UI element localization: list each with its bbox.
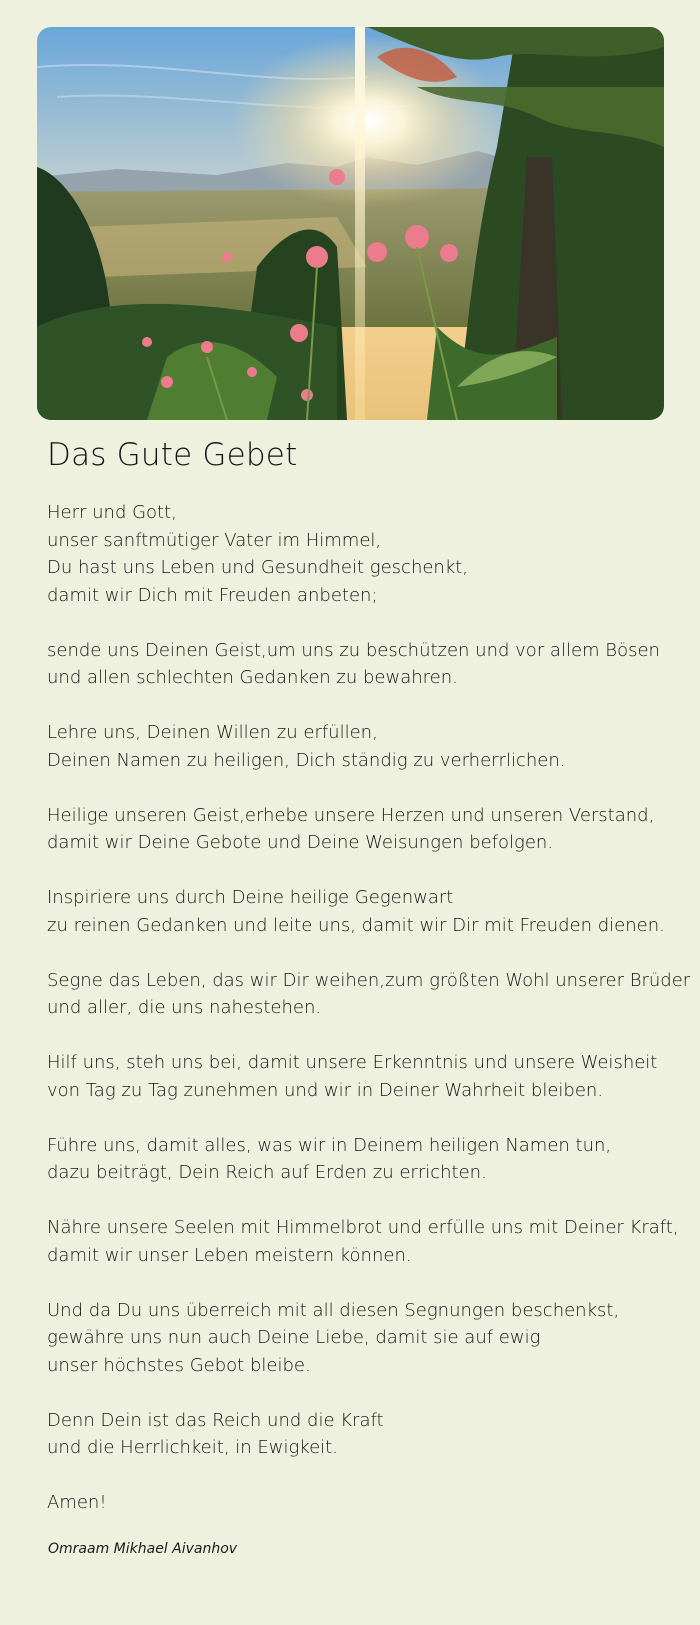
hero-image — [37, 27, 664, 420]
prayer-line: und aller, die uns nahestehen. — [47, 997, 322, 1018]
stanza — [47, 719, 687, 774]
prayer-line: damit wir unser Leben meistern können. — [47, 1244, 412, 1266]
stanza — [47, 499, 687, 609]
prayer-line: Inspiriere uns durch Deine heilige Gegenwart — [47, 887, 454, 908]
prayer-line: unser höchstes Gebot bleibe. — [47, 1354, 311, 1376]
author-signature: Omraam Mikhael Aivanhov — [48, 1541, 238, 1557]
page-title: Das Gute Gebet — [47, 437, 298, 473]
prayer-line: gewähre uns nun auch Deine Liebe, damit sie auf ewig — [47, 1327, 541, 1348]
stanza — [47, 1297, 687, 1380]
prayer-line: Und da Du uns überreich mit all diesen Segnungen beschenkst, — [47, 1299, 620, 1321]
prayer-line: Nähre unsere Seelen mit Himmelbrot und erfülle uns mit Deiner Kraft, — [47, 1217, 679, 1238]
stanza — [47, 637, 687, 692]
stanza — [47, 1407, 687, 1462]
stanza — [47, 967, 691, 1022]
prayer-line: damit wir Deine Gebote und Deine Weisungen befolgen. — [47, 832, 554, 853]
prayer-line: sende uns Deinen Geist,um uns zu beschützen und vor allem Bösen — [47, 639, 660, 661]
prayer-line: Deinen Namen zu heiligen, Dich ständig zu verherrlichen. — [47, 749, 566, 771]
prayer-line: Du hast uns Leben und Gesundheit geschenkt, — [47, 557, 469, 578]
prayer-line: Denn Dein ist das Reich und die Kraft — [47, 1409, 384, 1431]
prayer-line: Heilige unseren Geist,erhebe unsere Herzen und unseren Verstand, — [47, 804, 655, 826]
prayer-line: von Tag zu Tag zunehmen und wir in Deiner Wahrheit bleiben. — [47, 1079, 604, 1101]
stanza — [47, 1489, 687, 1517]
prayer-line: Segne das Leben, das wir Dir weihen,zum größten Wohl unserer Brüder — [47, 969, 691, 991]
prayer-line: Herr und Gott, — [47, 502, 177, 523]
prayer-line: unser sanftmütiger Vater im Himmel, — [47, 529, 382, 551]
prayer-line: Führe uns, damit alles, was wir in Deinem heiligen Namen tun, — [47, 1134, 612, 1156]
stanza — [47, 1049, 687, 1104]
prayer-text — [47, 499, 691, 1544]
stanza — [47, 1132, 687, 1187]
prayer-line: und allen schlechten Gedanken zu bewahren. — [47, 667, 458, 688]
prayer-line: dazu beiträgt, Dein Reich auf Erden zu errichten. — [47, 1162, 487, 1183]
prayer-line: Lehre uns, Deinen Willen zu erfüllen, — [47, 722, 378, 743]
prayer-line: Amen! — [47, 1492, 107, 1513]
stanza — [47, 802, 687, 857]
sunrise-landscape-photo — [37, 27, 664, 420]
prayer-line: damit wir Dich mit Freuden anbeten; — [47, 584, 378, 606]
prayer-line: zu reinen Gedanken und leite uns, damit wir Dir mit Freuden dienen. — [47, 914, 665, 936]
prayer-line: Hilf uns, steh uns bei, damit unsere Erkenntnis und unsere Weisheit — [47, 1052, 658, 1073]
stanza — [47, 1214, 687, 1269]
prayer-line: und die Herrlichkeit, in Ewigkeit. — [47, 1437, 338, 1458]
stanza — [47, 884, 687, 939]
